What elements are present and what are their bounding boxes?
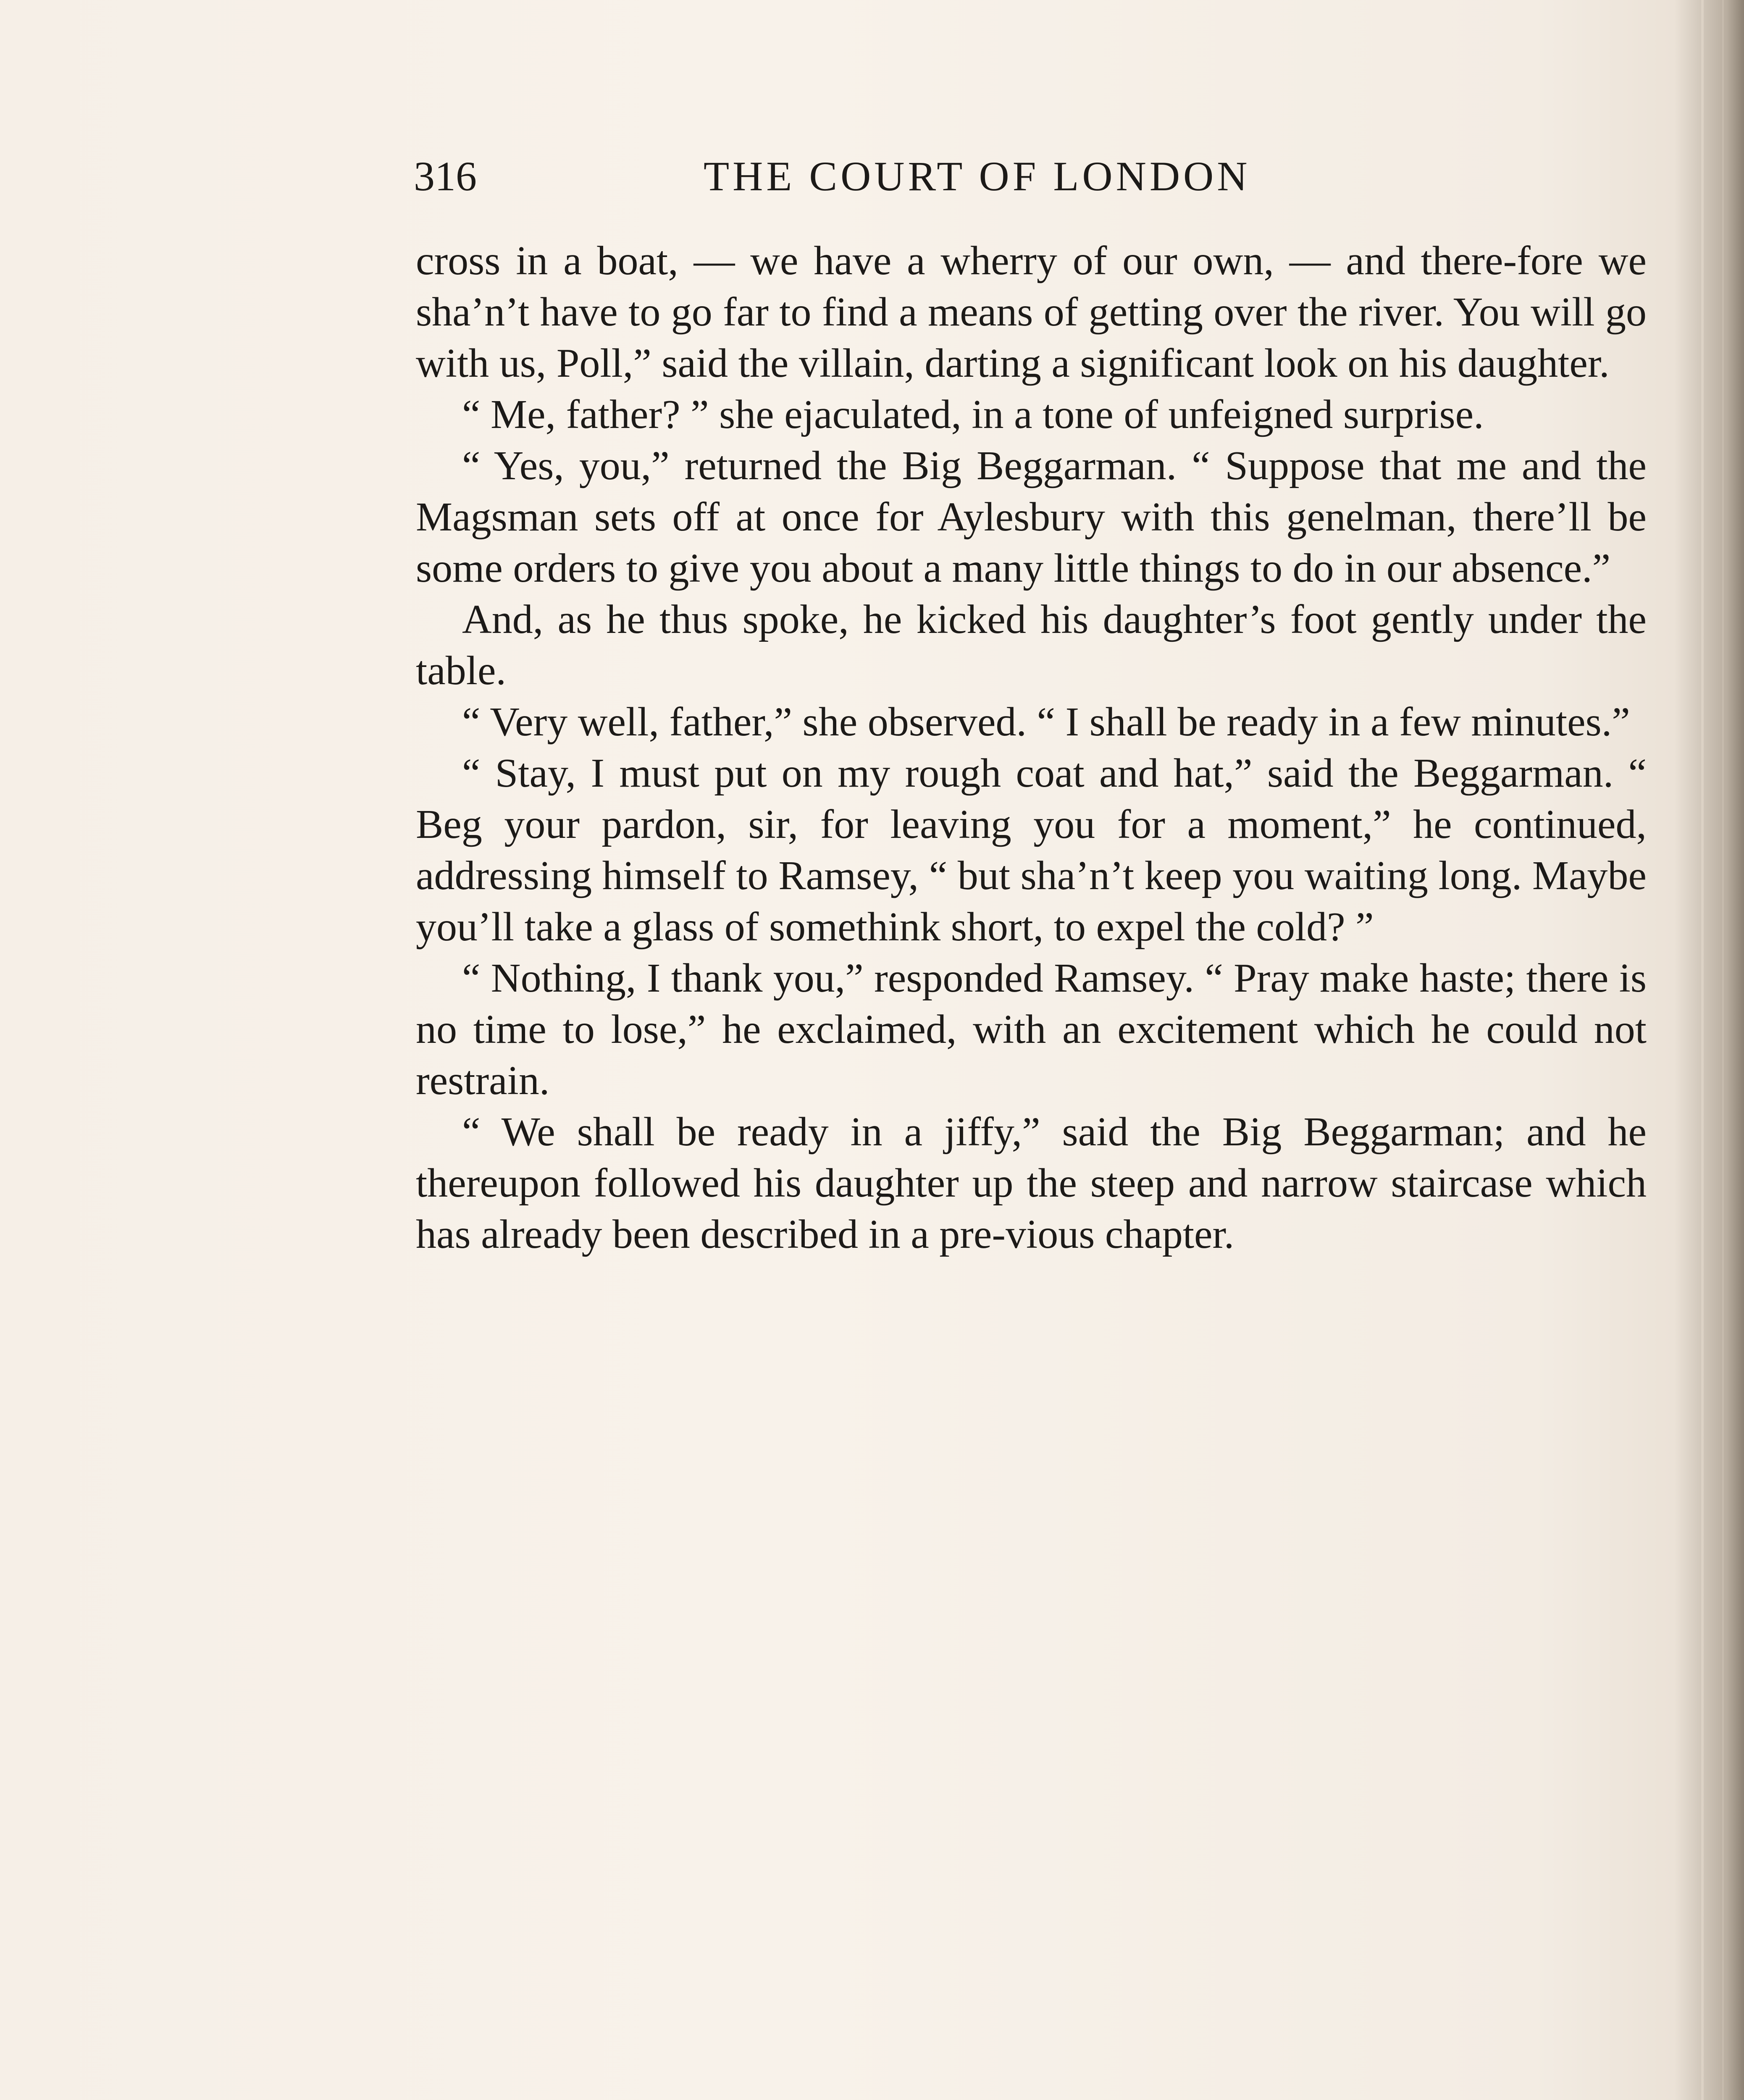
page-header (414, 149, 1653, 204)
page-edge-shadow-outer (1722, 0, 1724, 2100)
paragraph-3: “ Yes, you,” returned the Big Beggarman. “ Suppose that me and the Magsman sets off at once for Aylesbury with this genelman, there’ll be some orders to give you about a many little things to do in our absence.” (416, 443, 1647, 591)
paragraph-6: “ Stay, I must put on my rough coat and hat,” said the Beggarman. “ Beg your pardon, sir, for leaving you for a moment,” he continued, addressing himself to Ramsey, “ but sha’n’t keep you waiting long. Maybe you’ll take a glass of somethink short, to expel the cold? ” (416, 751, 1647, 950)
body-text (416, 235, 1647, 1260)
paragraph-5: “ Very well, father,” she observed. “ I shall be ready in a few minutes.” (462, 699, 1630, 745)
page-edge-shadow (1701, 0, 1704, 2100)
paragraph-4: And, as he thus spoke, he kicked his daughter’s foot gently under the table. (416, 597, 1647, 693)
paragraph-2: “ Me, father? ” she ejaculated, in a tone of unfeigned surprise. (462, 392, 1484, 437)
running-head: THE COURT OF LONDON (704, 153, 1251, 200)
paragraph-8: “ We shall be ready in a jiffy,” said the Big Beggarman; and he thereupon followed his daughter up the steep and narrow staircase which has already been described in a pre-vious chapter. (416, 1109, 1647, 1257)
paragraph-7: “ Nothing, I thank you,” responded Ramsey. “ Pray make haste; there is no time to lose,” he exclaimed, with an excitement which he could not restrain. (416, 956, 1647, 1103)
page-number: 316 (414, 153, 477, 200)
paragraph-1: cross in a boat, — we have a wherry of our own, — and there-fore we sha’n’t have to go far to find a means of getting over the river. You will go with us, Poll,” said the villain, darting a significant look on his daughter. (416, 238, 1647, 386)
